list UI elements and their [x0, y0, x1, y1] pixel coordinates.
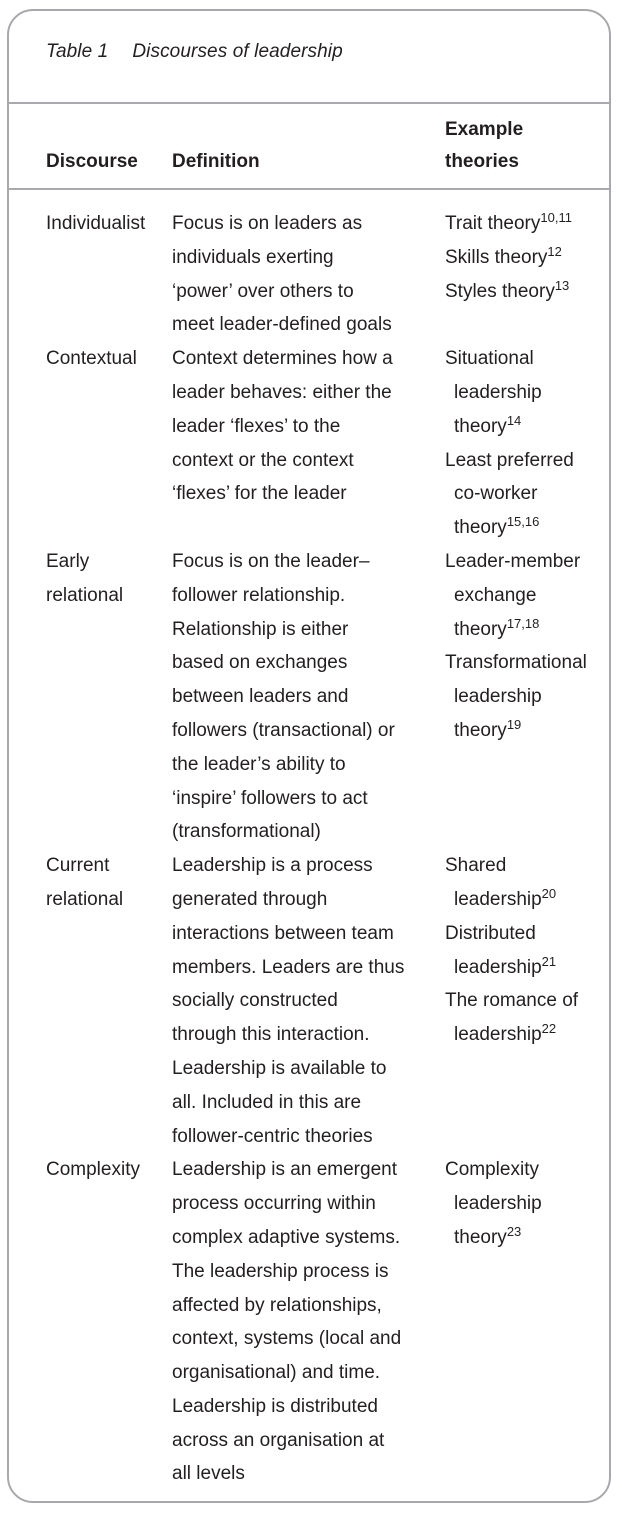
definition-cell: [172, 342, 445, 545]
example-theory-line: [445, 917, 607, 951]
definition-line: complex adaptive systems.: [172, 1226, 401, 1248]
discourse-text: [46, 342, 172, 376]
discourse-line: Early: [46, 550, 90, 572]
definition-line: ‘power’ over others to: [172, 280, 354, 302]
header-divider: [9, 188, 609, 190]
definition-line: Leadership is a process: [172, 855, 373, 877]
example-theory-text: leadership: [454, 1024, 542, 1046]
example-theory: [445, 444, 607, 545]
definition-line: leader behaves: either the: [172, 381, 392, 403]
example-theory-text: Styles theory: [445, 280, 555, 302]
discourse-cell: [9, 545, 172, 849]
definition-line: between leaders and: [172, 686, 349, 708]
definition-cell: [172, 1153, 445, 1491]
definition-text: [172, 849, 445, 1153]
definition-line: Focus is on leaders as: [172, 213, 363, 234]
example-theory-text: leadership: [454, 888, 542, 910]
citation-superscript: 15,16: [506, 514, 540, 530]
example-theory: [445, 917, 607, 985]
definition-text: [172, 207, 445, 342]
definition-line: Focus is on the leader–: [172, 550, 370, 572]
example-theory-line: [445, 511, 607, 545]
example-theory-text: Situational: [445, 348, 534, 370]
example-theory-text: Skills theory: [445, 246, 548, 268]
example-theory: [445, 984, 607, 1052]
example-theory-line: [445, 1187, 607, 1221]
discourse-line: Contextual: [46, 348, 137, 370]
column-header-example-line2: theories: [445, 151, 519, 172]
definition-line: Leadership is distributed: [172, 1395, 378, 1417]
discourse-text: [46, 207, 172, 241]
definition-line: all. Included in this are: [172, 1091, 362, 1113]
definition-line: Context determines how a: [172, 348, 393, 370]
example-theory-text: Least preferred: [445, 449, 574, 471]
example-theory-text: co-worker: [454, 483, 538, 505]
table-number: Table 1: [46, 41, 109, 62]
citation-superscript: 23: [506, 1223, 522, 1239]
example-theory-text: leadership: [454, 686, 542, 708]
table-row: [9, 545, 609, 849]
definition-line: leader ‘flexes’ to the: [172, 415, 341, 437]
definition-cell: [172, 545, 445, 849]
discourse-line: relational: [46, 584, 124, 606]
discourse-text: [46, 1153, 172, 1187]
example-theories-cell: [445, 849, 607, 1153]
example-theory: [445, 241, 607, 275]
example-theory-line: [445, 241, 607, 275]
definition-line: process occurring within: [172, 1193, 376, 1215]
example-theory-line: [445, 1018, 607, 1052]
example-theory-line: [445, 1153, 607, 1187]
example-theory-line: [445, 680, 607, 714]
definition-line: affected by relationships,: [172, 1294, 382, 1316]
definition-line: Leadership is available to: [172, 1057, 387, 1079]
definition-line: meet leader-defined goals: [172, 314, 392, 336]
example-theory-line: [445, 613, 607, 647]
example-theory-text: theory: [454, 1226, 507, 1248]
example-theory-line: [445, 646, 607, 680]
example-theory-line: [445, 444, 607, 478]
example-theory-text: Shared: [445, 855, 507, 877]
example-theory-text: leadership: [454, 381, 542, 403]
definition-text: [172, 342, 445, 511]
definition-line: followers (transactional) or: [172, 719, 395, 741]
example-theory: [445, 275, 607, 309]
table-caption: [46, 41, 343, 63]
definition-line: all levels: [172, 1463, 245, 1485]
discourse-cell: [9, 1153, 172, 1491]
table-row: [9, 342, 609, 545]
discourse-cell: [9, 849, 172, 1153]
definition-line: generated through: [172, 888, 328, 910]
example-theory-text: leadership: [454, 1193, 542, 1215]
example-theories-cell: [445, 1153, 607, 1491]
definition-line: interactions between team: [172, 922, 394, 944]
example-theory-line: [445, 849, 607, 883]
citation-superscript: 21: [541, 953, 557, 969]
example-theory-text: theory: [454, 618, 507, 640]
example-theory-text: Distributed: [445, 922, 536, 944]
example-theory: [445, 646, 607, 747]
example-theory-line: [445, 1221, 607, 1255]
definition-line: follower relationship.: [172, 584, 346, 606]
example-theories-cell: [445, 545, 607, 849]
definition-line: ‘inspire’ followers to act: [172, 787, 368, 809]
definition-line: the leader’s ability to: [172, 753, 346, 775]
citation-superscript: 19: [506, 716, 522, 732]
example-theory-text: Trait theory: [445, 213, 541, 234]
definition-cell: [172, 207, 445, 342]
definition-line: based on exchanges: [172, 652, 348, 674]
example-theories-cell: [445, 207, 607, 342]
definition-line: members. Leaders are thus: [172, 956, 405, 978]
discourse-line: Complexity: [46, 1159, 140, 1181]
table-body: [9, 207, 609, 1491]
definition-cell: [172, 849, 445, 1153]
example-theory: [445, 1153, 607, 1254]
definition-line: context, systems (local and: [172, 1328, 402, 1350]
definition-text: [172, 1153, 445, 1491]
example-theory-text: The romance of: [445, 990, 579, 1012]
citation-superscript: 14: [506, 412, 522, 428]
definition-line: context or the context: [172, 449, 354, 471]
column-header-definition: Definition: [172, 151, 260, 172]
example-theory-line: [445, 207, 607, 241]
example-theory-line: [445, 342, 607, 376]
definition-line: socially constructed: [172, 990, 338, 1012]
example-theories-cell: [445, 342, 607, 545]
example-theory-line: [445, 376, 607, 410]
example-theory-text: exchange: [454, 584, 537, 606]
definition-line: ‘flexes’ for the leader: [172, 483, 347, 505]
discourse-line: relational: [46, 888, 124, 910]
definition-line: through this interaction.: [172, 1024, 370, 1046]
column-header-discourse: Discourse: [46, 151, 138, 172]
example-theory-text: Complexity: [445, 1159, 539, 1181]
definition-text: [172, 545, 445, 849]
example-theory: [445, 207, 607, 241]
example-theory-text: theory: [454, 415, 507, 437]
example-theory-text: theory: [454, 719, 507, 741]
table-title: Discourses of leadership: [132, 41, 343, 62]
definition-line: individuals exerting: [172, 246, 334, 268]
discourse-text: [46, 545, 172, 613]
definition-line: organisational) and time.: [172, 1362, 381, 1384]
example-theory-line: [445, 883, 607, 917]
example-theory: [445, 342, 607, 443]
citation-superscript: 13: [554, 277, 570, 293]
discourse-text: [46, 849, 172, 917]
example-theory-line: [445, 714, 607, 748]
definition-line: Relationship is either: [172, 618, 349, 640]
example-theory-text: leadership: [454, 956, 542, 978]
definition-line: The leadership process is: [172, 1260, 389, 1282]
example-theory-line: [445, 545, 607, 579]
example-theory-text: Transformational: [445, 652, 587, 674]
table-frame: [7, 9, 611, 1503]
definition-line: (transformational): [172, 821, 321, 843]
example-theory-line: [445, 951, 607, 985]
example-theory-text: theory: [454, 517, 507, 539]
caption-divider: [9, 102, 609, 104]
citation-superscript: 20: [541, 885, 557, 901]
citation-superscript: 10,11: [540, 210, 572, 225]
example-theory-line: [445, 477, 607, 511]
example-theory: [445, 849, 607, 917]
example-theory-line: [445, 275, 607, 309]
column-header-example-line1: Example: [445, 119, 524, 140]
discourse-line: Individualist: [46, 213, 146, 234]
citation-superscript: 22: [541, 1021, 557, 1037]
citation-superscript: 17,18: [506, 615, 540, 631]
definition-line: across an organisation at: [172, 1429, 385, 1451]
column-header-example-theories: [445, 114, 565, 178]
discourse-cell: [9, 342, 172, 545]
example-theory: [445, 545, 607, 646]
example-theory-line: [445, 579, 607, 613]
definition-line: Leadership is an emergent: [172, 1159, 397, 1181]
discourse-line: Current: [46, 855, 110, 877]
example-theory-line: [445, 984, 607, 1018]
citation-superscript: 12: [547, 243, 562, 259]
discourse-cell: [9, 207, 172, 342]
example-theory-text: Leader-member: [445, 550, 581, 572]
table-row: [9, 207, 609, 342]
example-theory-line: [445, 410, 607, 444]
definition-line: follower-centric theories: [172, 1125, 373, 1147]
table-row: [9, 1153, 609, 1491]
table-row: [9, 849, 609, 1153]
